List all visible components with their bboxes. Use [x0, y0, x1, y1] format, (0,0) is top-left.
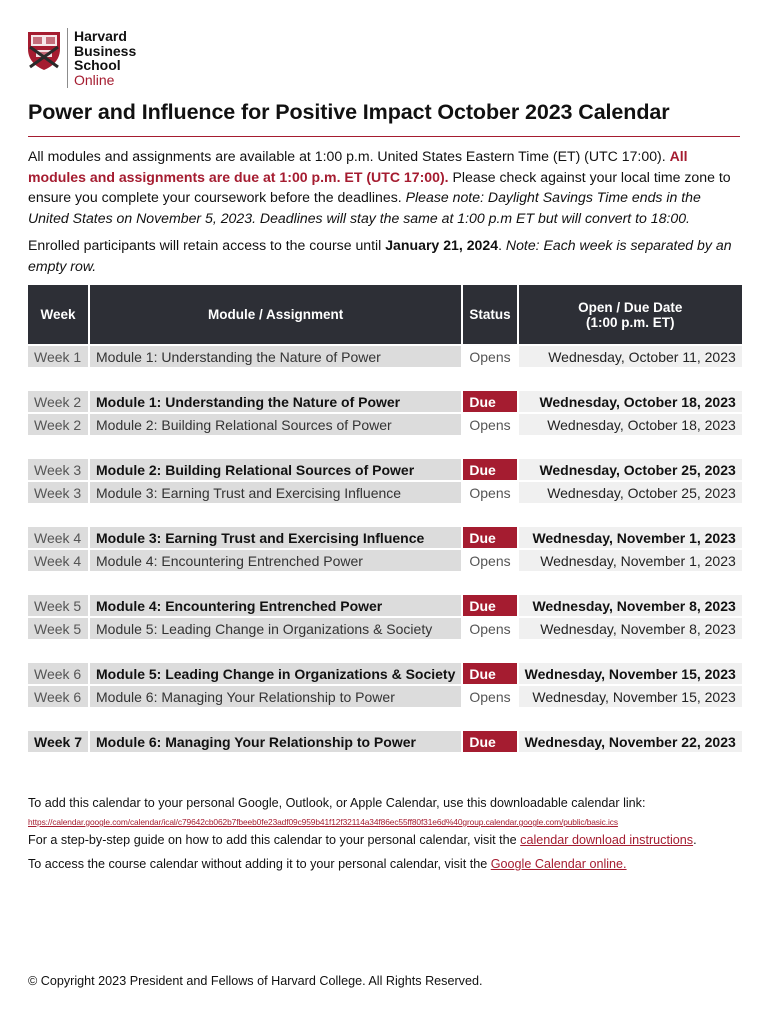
header-date-line: Open / Due Date — [578, 299, 683, 315]
status-cell: Opens — [463, 482, 516, 503]
status-badge-due: Due — [463, 459, 516, 480]
week-cell: Week 6 — [28, 686, 88, 707]
module-cell: Module 2: Building Relational Sources of Power — [90, 414, 461, 435]
date-cell: Wednesday, November 22, 2023 — [519, 731, 742, 752]
status-badge-due: Due — [463, 391, 516, 412]
title-rule — [28, 136, 740, 137]
status-badge-due: Due — [463, 527, 516, 548]
table-row — [28, 663, 742, 684]
module-cell: Module 4: Encountering Entrenched Power — [90, 550, 461, 571]
table-row — [28, 595, 742, 616]
footer-links — [28, 794, 740, 879]
status-badge-due: Due — [463, 663, 516, 684]
date-cell: Wednesday, November 15, 2023 — [519, 663, 742, 684]
table-row — [28, 731, 742, 752]
module-cell: Module 3: Earning Trust and Exercising Influence — [90, 482, 461, 503]
header-date — [519, 285, 742, 346]
status-cell: Opens — [463, 686, 516, 707]
footer-line — [28, 831, 740, 849]
intro-text — [28, 146, 740, 283]
brand-line: School — [74, 57, 121, 73]
calendar-table — [26, 285, 744, 752]
week-separator — [28, 707, 742, 731]
footer-text-span: To access the course calendar without adding it to your personal calendar, visit the — [28, 857, 491, 871]
intro-text-span: All modules and assignments are available at 1:00 p.m. United States Eastern Time (ET) (UTC 17:00). — [28, 148, 670, 164]
intro-text-span: . — [498, 237, 506, 253]
intro-note: Please note: Daylight Savings Time ends in the United States on November 5, 2023. Deadlines will stay the same at 1:00 p.m ET but will convert to 18:00. — [28, 189, 701, 226]
module-cell: Module 5: Leading Change in Organizations & Society — [90, 663, 461, 684]
table-row — [28, 550, 742, 571]
table-row — [28, 618, 742, 639]
header-week: Week — [28, 285, 88, 346]
intro-text-span: Enrolled participants will retain access to the course until — [28, 237, 386, 253]
table-row — [28, 686, 742, 707]
table-row — [28, 482, 742, 503]
footer-line — [28, 855, 740, 873]
intro-paragraph-1 — [28, 146, 740, 228]
calendar-body — [28, 346, 742, 752]
table-row — [28, 459, 742, 480]
access-date: January 21, 2024 — [385, 237, 499, 253]
footer-text-span: For a step-by-step guide on how to add this calendar to your personal calendar, visit the — [28, 833, 521, 847]
week-cell: Week 1 — [28, 346, 88, 367]
logo-divider — [67, 28, 68, 88]
module-cell: Module 1: Understanding the Nature of Power — [90, 346, 461, 367]
date-cell: Wednesday, November 1, 2023 — [519, 550, 742, 571]
module-cell: Module 3: Earning Trust and Exercising Influence — [90, 527, 461, 548]
week-separator — [28, 571, 742, 595]
google-calendar-link[interactable]: Google Calendar online. — [490, 857, 627, 871]
header-module: Module / Assignment — [90, 285, 461, 346]
week-cell: Week 4 — [28, 527, 88, 548]
table-row — [28, 391, 742, 412]
module-cell: Module 6: Managing Your Relationship to Power — [90, 686, 461, 707]
week-cell: Week 7 — [28, 731, 88, 752]
week-separator — [28, 639, 742, 663]
table-row — [28, 527, 742, 548]
footer-text-span: . — [693, 833, 697, 847]
table-row — [28, 414, 742, 435]
status-badge-due: Due — [463, 731, 516, 752]
week-cell: Week 4 — [28, 550, 88, 571]
date-cell: Wednesday, October 18, 2023 — [519, 391, 742, 412]
intro-note: Note: Each week is separated by an empty row. — [28, 237, 732, 274]
footer-line: To add this calendar to your personal Google, Outlook, or Apple Calendar, use this downloadable calendar link: — [28, 796, 646, 810]
week-cell: Week 6 — [28, 663, 88, 684]
page-title: Power and Influence for Positive Impact October 2023 Calendar — [28, 100, 670, 124]
status-cell: Opens — [463, 550, 516, 571]
calendar-ics-link[interactable]: https://calendar.google.com/calendar/ical/c79642cb062b7fbeeb0fe23adf09c959b41f12f32114a34f86ec55ff80f31e6d%40group.calendar.google.com/public/basic.ics — [28, 817, 618, 827]
week-cell: Week 5 — [28, 618, 88, 639]
status-cell: Opens — [463, 618, 516, 639]
date-cell: Wednesday, November 8, 2023 — [519, 595, 742, 616]
date-cell: Wednesday, November 15, 2023 — [519, 686, 742, 707]
status-cell: Opens — [463, 414, 516, 435]
date-cell: Wednesday, October 25, 2023 — [519, 482, 742, 503]
date-cell: Wednesday, November 8, 2023 — [519, 618, 742, 639]
intro-text-span: Please check against your local time zone to ensure you complete your coursework before the deadlines. — [28, 168, 731, 205]
brand-line: Harvard — [74, 28, 127, 44]
status-badge-due: Due — [463, 595, 516, 616]
module-cell: Module 1: Understanding the Nature of Power — [90, 391, 461, 412]
week-cell: Week 2 — [28, 391, 88, 412]
brand-line: Business — [74, 42, 137, 59]
header-date-line: (1:00 p.m. ET) — [585, 314, 675, 330]
date-cell: Wednesday, November 1, 2023 — [519, 527, 742, 548]
module-cell: Module 2: Building Relational Sources of Power — [90, 459, 461, 480]
intro-paragraph-2 — [28, 235, 740, 276]
date-cell: Wednesday, October 11, 2023 — [519, 346, 742, 367]
module-cell: Module 6: Managing Your Relationship to Power — [90, 731, 461, 752]
copyright: © Copyright 2023 President and Fellows of Harvard College. All Rights Reserved. — [28, 974, 483, 988]
calendar-link-line — [28, 814, 740, 829]
status-cell: Opens — [463, 346, 516, 367]
week-cell: Week 2 — [28, 414, 88, 435]
week-separator — [28, 435, 742, 459]
week-separator — [28, 503, 742, 527]
week-cell: Week 5 — [28, 595, 88, 616]
date-cell: Wednesday, October 18, 2023 — [519, 414, 742, 435]
calendar-instructions-link[interactable]: calendar download instructions — [520, 833, 694, 847]
intro-emphasis: All modules and assignments are due at 1:00 p.m. ET (UTC 17:00). — [28, 148, 688, 185]
harvard-shield-icon — [27, 31, 61, 71]
module-cell: Module 4: Encountering Entrenched Power — [90, 595, 461, 616]
week-cell: Week 3 — [28, 482, 88, 503]
table-row — [28, 346, 742, 367]
table-header-row — [28, 285, 742, 346]
week-cell: Week 3 — [28, 459, 88, 480]
brand-wordmark — [74, 29, 136, 87]
brand-line: Online — [74, 71, 115, 88]
week-separator — [28, 367, 742, 391]
header-status: Status — [463, 285, 516, 346]
date-cell: Wednesday, October 25, 2023 — [519, 459, 742, 480]
module-cell: Module 5: Leading Change in Organizations & Society — [90, 618, 461, 639]
